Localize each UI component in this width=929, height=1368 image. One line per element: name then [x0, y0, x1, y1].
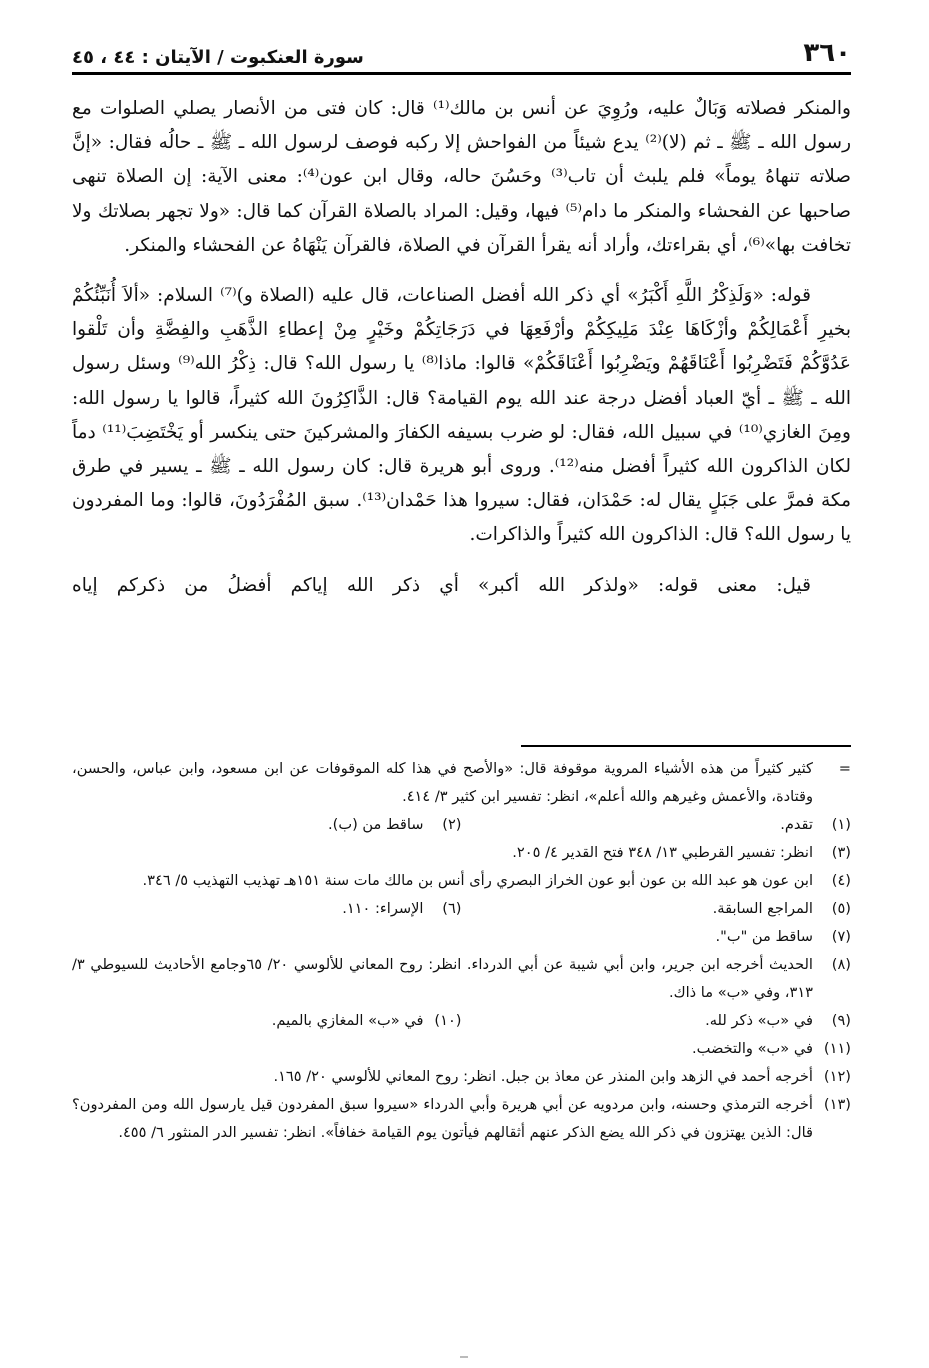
footnote-separator: [521, 745, 851, 747]
footnote: [462, 895, 852, 923]
footnote: [72, 895, 462, 923]
page-number: ٣٦٠: [803, 38, 851, 68]
footnote-text: المراجع السابقة.: [712, 900, 813, 917]
page-header: [72, 28, 851, 75]
footnote-number: (١١): [823, 1040, 851, 1057]
footnote-number: (٢): [442, 816, 462, 833]
footnote: [72, 811, 462, 839]
paragraph: والمنكر فصلاته وَبَالٌ عليه، ورُوِيَ عن أنس بن مالك⁽¹⁾ قال: كان فتى من الأنصار يصلي الصلوات مع رسول الله ـ ﷺ ـ ثم (لا)⁽²⁾ يدع شيئاً من الفواحش إلا ركبه فوصف لرسول الله ـ ﷺ ـ حالُه فقال: «إنَّ صلاته تنهاهُ يوماً» فلم يلبث أن تاب⁽³⁾ وحَسُنَ حاله، وقال ابن عون⁽⁴⁾: معنى الآية: إن الصلاة تنهى صاحبها عن الفحشاء والمنكر ما دام⁽⁵⁾ فيها، وقيل: المراد بالصلاة القرآن كما قال: «ولا تجهر بصلاتك ولا تخافت بها»⁽⁶⁾، أي بقراءتك، وأراد أنه يقرأ القرآن في الصلاة، فالقرآن يَنْهَاهُ عن الفحشاء والمنكر.: [72, 98, 851, 256]
footnote: [72, 951, 851, 1007]
footnote: [72, 867, 851, 895]
footnote-number: (٦): [442, 900, 462, 917]
footnote-text: في «ب» ذكر لله.: [705, 1012, 813, 1029]
footnote-text: الحديث أخرجه ابن جرير، وابن أبي شيبة عن أبي الدرداء. انظر: روح المعاني للألوسي ٢٠/ ٦٥وجامع الأحاديث للسيوطي ٣/ ٣١٣، وفي «ب» ما ذاك.: [72, 956, 813, 1001]
footnote: [462, 1007, 852, 1035]
footnote-number: (١٢): [823, 1068, 851, 1085]
footnote: [72, 1007, 462, 1035]
footnote-text: أخرجه الترمذي وحسنه، وابن مردويه عن أبي هريرة وأبي الدرداء «سيروا سبق المفردون قيل يارسول الله ومن المفردون؟ قال: الذين يهتزون في ذكر الله يضع الذكر عنهم أثقالهم فيأتون يوم القيامة خفافاً». انظر: تفسير الدر المنثور ٦/ ٤٥٥.: [72, 1096, 813, 1141]
footnote-number: (١٠): [434, 1012, 462, 1029]
paragraph: قوله: «وَلَذِكْرُ اللَّهِ أَكْبَرُ» أي ذكر الله أفضل الصناعات، قال عليه (الصلاة و)⁽⁷⁾ السلام: «ألاَ أُنَبِّئُكُمْ بخيرِ أَعْمَالِكُمْ وأزْكَاهَا عِنْدَ مَلِيكِكُمْ وأرْفَعِهَا في دَرَجَاتِكُمْ وخَيْرٍ مِنْ إعطاءِ الذَّهَبِ والفِضَّةِ وأن تَلْقوا عَدُوَّكُمْ فَتَضْرِبُوا أَعْنَاقَهُمْ ويَضْرِبُوا أَعْنَاقَكُمْ» قالوا: ماذا⁽⁸⁾ يا رسول الله؟ قال: ذِكْرُ الله⁽⁹⁾ وسئل رسول الله ـ ﷺ ـ أيّ العباد أفضل درجة عند الله يوم القيامة؟ قال: الذَّاكِرُونَ الله كثيراً، قالوا يا رسول الله: ومِنَ الغازي⁽¹⁰⁾ في سبيل الله، فقال: لو ضرب بسيفه الكفارَ والمشركينَ حتى ينكسر أو يَخْتَضِبَ⁽¹¹⁾ دماً لكان الذاكرون الله كثيراً أفضل منه⁽¹²⁾. وروى أبو هريرة قال: كان رسول الله ـ ﷺ ـ يسير في طرق مكة فمرَّ على جَبَلٍ يقال له: حَمْدَان، فقال: سيروا هذا حَمْدان⁽¹³⁾. سبق المُفْرَدُونَ، قالوا: وما المفردون يا رسول الله؟ قال: الذاكرون الله كثيراً والذاكرات.: [72, 285, 851, 546]
paragraph: قيل: معنى قوله: «ولذكر الله أكبر» أي ذكر الله إياكم أفضلُ من ذكركم إياه: [72, 574, 811, 596]
footnote-text: أخرجه أحمد في الزهد وابن المنذر عن معاذ بن جبل. انظر: روح المعاني للألوسي ٢٠/ ١٦٥.: [273, 1068, 813, 1085]
footnote-pair: [72, 1007, 851, 1035]
footnote: [72, 839, 851, 867]
footnote: [72, 923, 851, 951]
running-head: سورة العنكبوت / الآيتان : ٤٤ ، ٤٥: [72, 47, 364, 68]
footnote-text: انظر: تفسير القرطبي ١٣/ ٣٤٨ فتح القدير ٤/ ٢٠٥.: [512, 844, 813, 861]
footnotes: [72, 745, 851, 1147]
footnote-number: (٣): [831, 844, 851, 861]
footnote-number: =: [838, 760, 851, 777]
main-text: [72, 92, 851, 603]
footnote-pair: [72, 895, 851, 923]
footnote-text: ساقط من (ب).: [328, 816, 424, 833]
footnote-number: (٥): [831, 900, 851, 917]
footnote-text: تقدم.: [780, 816, 813, 833]
footnote-number: (١٣): [823, 1096, 851, 1113]
footnote-number: (٩): [831, 1012, 851, 1029]
footnote-text: في «ب» والتخضب.: [691, 1040, 813, 1057]
footnote-number: (١): [831, 816, 851, 833]
footnote-text: ساقط من "ب".: [715, 928, 813, 945]
footnote-text: في «ب» المغازي بالميم.: [271, 1012, 424, 1029]
footnote-text: ابن عون هو عبد الله بن عون أبو عون الخراز البصري رأى أنس بن مالك مات سنة ١٥١هـ تهذيب التهذيب ٥/ ٣٤٦.: [142, 872, 813, 889]
footnote-text: كثير كثيراً من هذه الأشياء المروية موقوفة قال: «والأصح في هذا كله الموقوفات عن ابن مسعود، وابن عباس، والحسن، وقتادة، والأعمش وغيرهم والله أعلم»، انظر: تفسير ابن كثير ٣/ ٤١٤.: [72, 760, 813, 805]
footnote: [72, 1035, 851, 1063]
footnote-continuation: [72, 755, 851, 811]
footnote-text: الإسراء: ١١٠.: [342, 900, 424, 917]
footnote-pair: [72, 811, 851, 839]
footnote-number: (٧): [831, 928, 851, 945]
footnote: [462, 811, 852, 839]
footnote: [72, 1063, 851, 1091]
footnote-number: (٨): [831, 956, 851, 973]
footnote-number: (٤): [831, 872, 851, 889]
scan-mark: [460, 1356, 468, 1358]
footnote: [72, 1091, 851, 1147]
